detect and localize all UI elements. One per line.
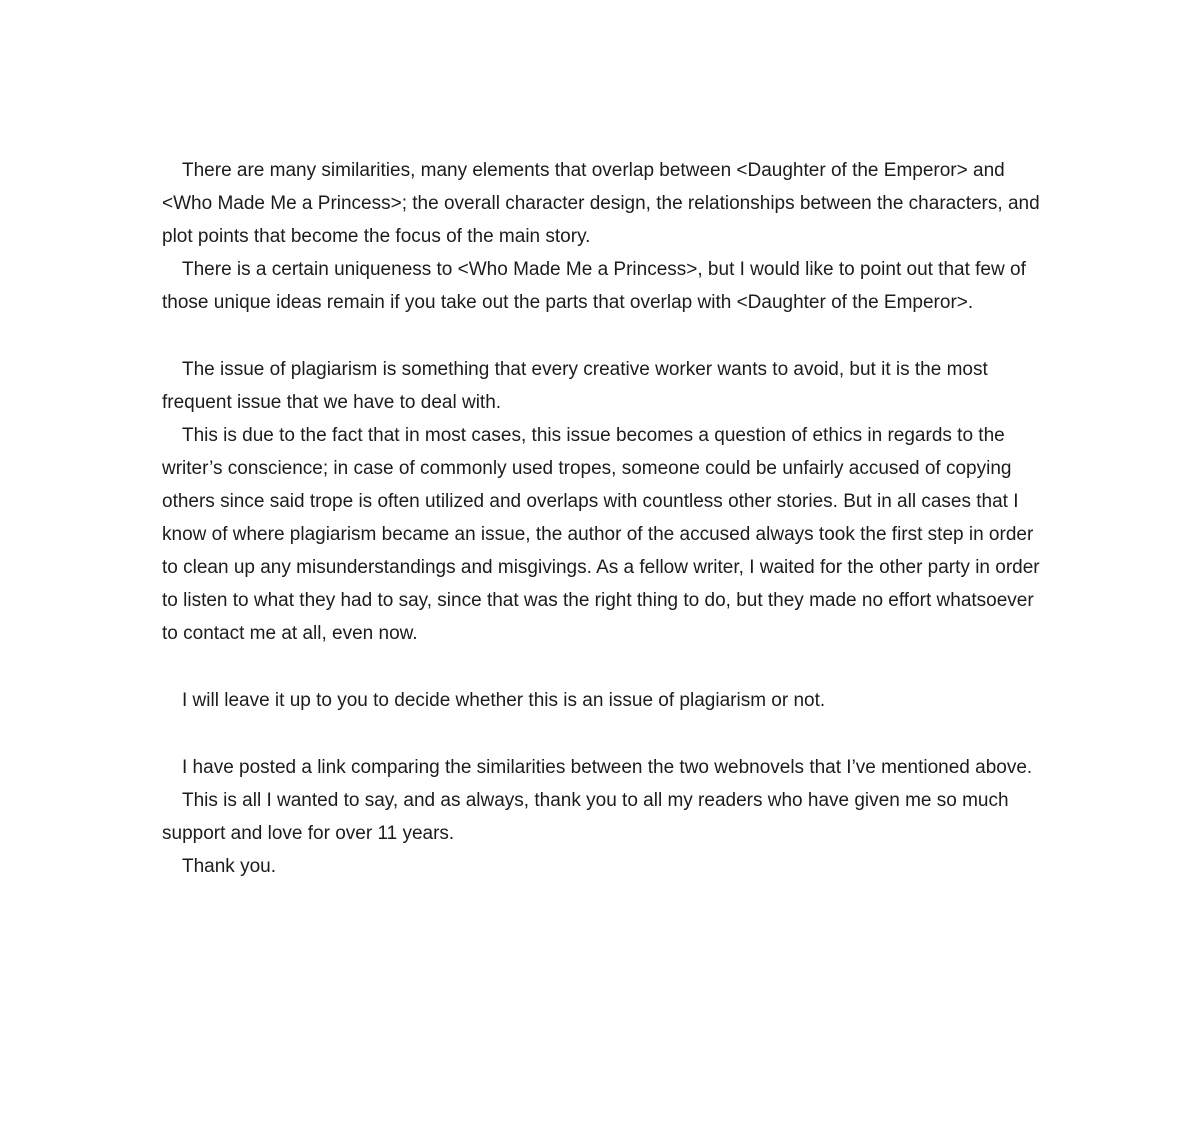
paragraph-gap: [162, 650, 1042, 684]
paragraph-decide: I will leave it up to you to decide whether this is an issue of plagiarism or not.: [182, 690, 826, 711]
paragraph-link: I have posted a link comparing the similarities between the two webnovels that I’ve mentioned above.: [182, 757, 1033, 778]
paragraph-thanks-readers: This is all I wanted to say, and as always, thank you to all my readers who have given me so much support and love for over 11 years.: [162, 790, 1009, 844]
paragraph-thank-you: Thank you.: [182, 856, 276, 877]
paragraph-uniqueness: There is a certain uniqueness to <Who Made Me a Princess>, but I would like to point out that few of those unique ideas remain if you take out the parts that overlap with <Daughter of the Emperor>.: [162, 259, 1026, 313]
paragraph-gap: [162, 717, 1042, 751]
paragraph-gap: [162, 319, 1042, 353]
statement-document: [162, 154, 1042, 883]
paragraph-ethics: This is due to the fact that in most cases, this issue becomes a question of ethics in regards to the writer’s conscience; in case of commonly used tropes, someone could be unfairly accused of copying others since said trope is often utilized and overlaps with countless other stories. But in all cases that I know of where plagiarism became an issue, the author of the accused always took the first step in order to clean up any misunderstandings and misgivings. As a fellow writer, I waited for the other party in order to listen to what they had to say, since that was the right thing to do, but they made no effort whatsoever to contact me at all, even now.: [162, 425, 1040, 644]
paragraph-similarities: There are many similarities, many elements that overlap between <Daughter of the Emperor> and <Who Made Me a Princess>; the overall character design, the relationships between the characters, and plot points that become the focus of the main story.: [162, 160, 1040, 247]
paragraph-plagiarism-issue: The issue of plagiarism is something that every creative worker wants to avoid, but it is the most frequent issue that we have to deal with.: [162, 359, 988, 413]
